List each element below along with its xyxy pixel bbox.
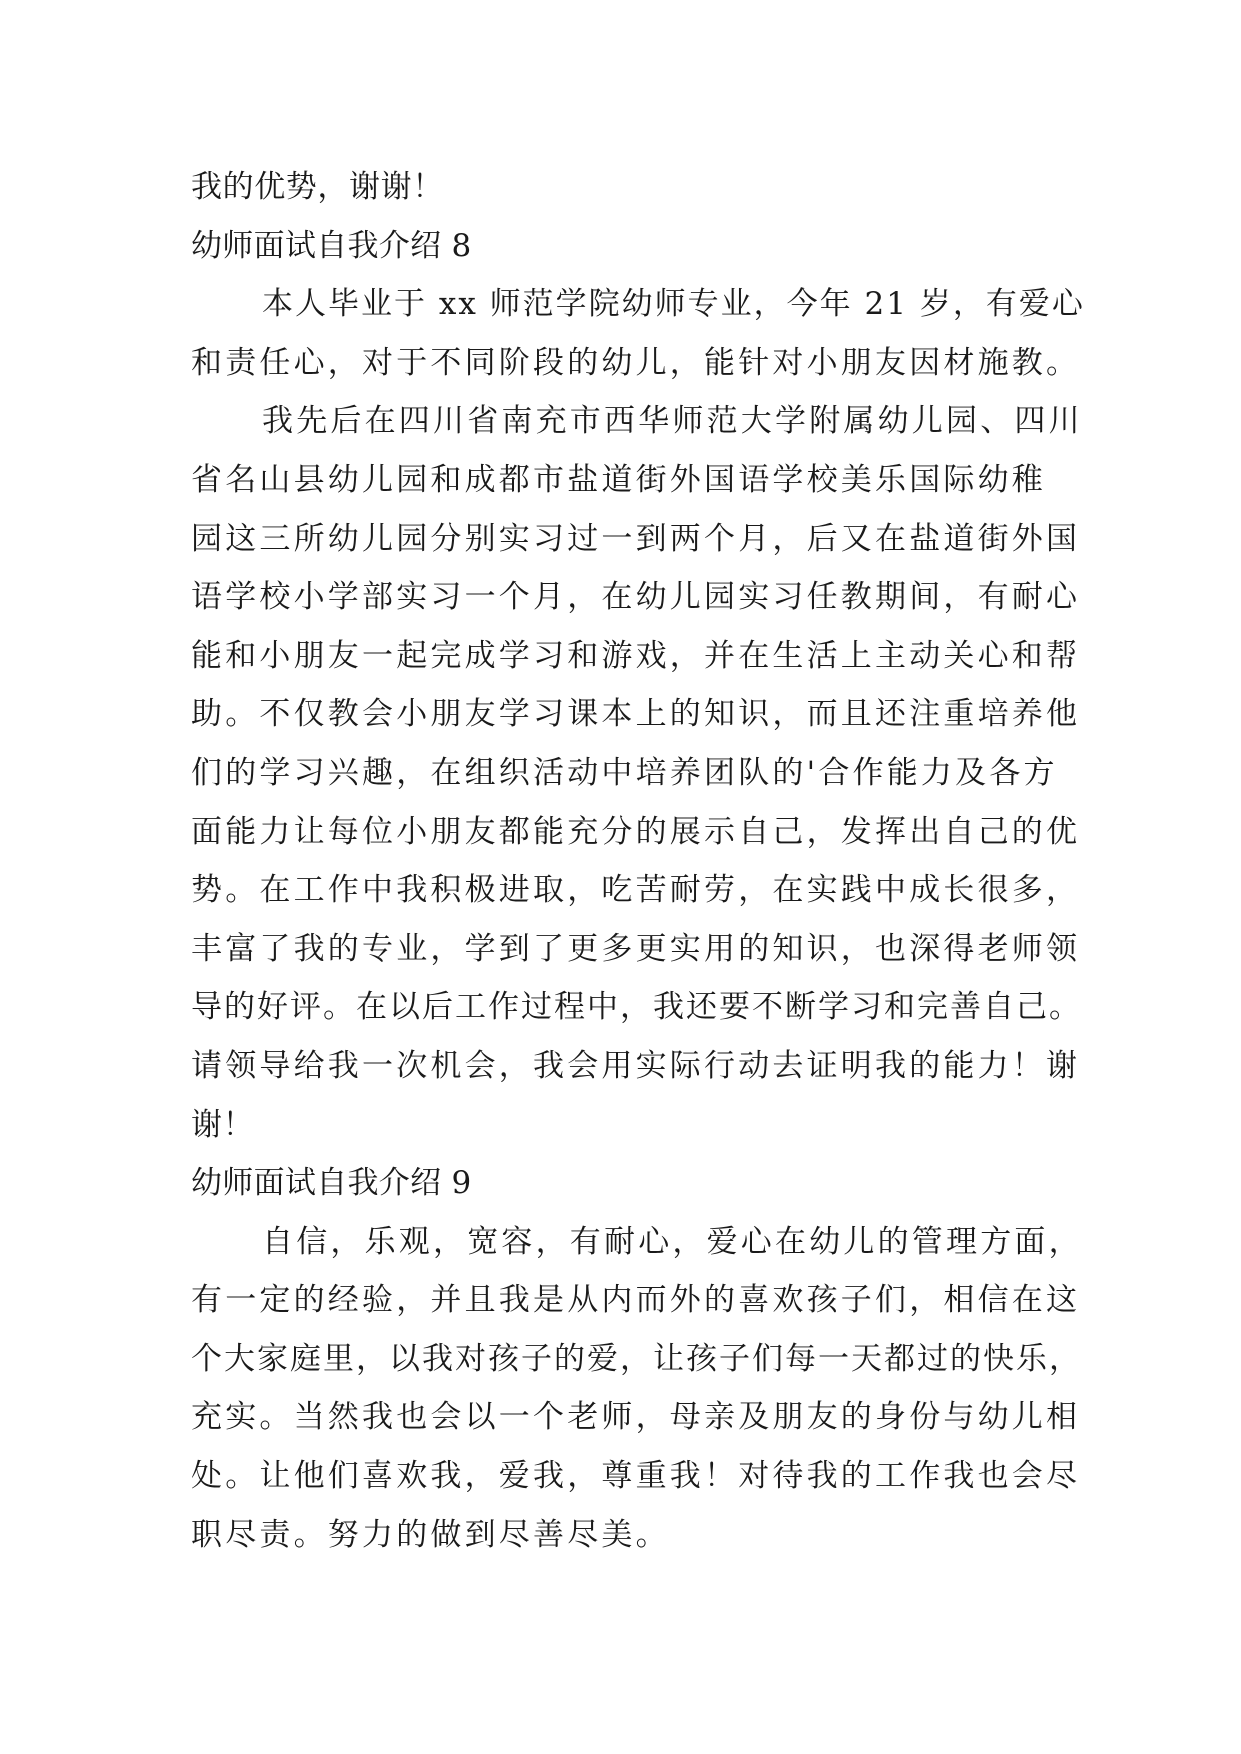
paragraph-line: 请领导给我一次机会，我会用实际行动去证明我的能力！谢 [191, 1047, 1081, 1084]
paragraph-line: 面能力让每位小朋友都能充分的展示自己，发挥出自己的优 [191, 813, 1081, 850]
text-line: 我的优势，谢谢！ [191, 169, 444, 205]
paragraph-line: 丰富了我的专业，学到了更多更实用的知识，也深得老师领 [191, 930, 1081, 967]
paragraph-line: 谢！ [191, 1106, 255, 1143]
section-heading: 幼师面试自我介绍 8 [191, 227, 472, 264]
paragraph-line: 自信，乐观，宽容，有耐心，爱心在幼儿的管理方面， [262, 1223, 1083, 1260]
paragraph-line: 省名山县幼儿园和成都市盐道街外国语学校美乐国际幼稚 [191, 461, 1046, 498]
paragraph-line: 处。让他们喜欢我，爱我，尊重我！对待我的工作我也会尽 [191, 1458, 1081, 1495]
paragraph-line: 势。在工作中我积极进取，吃苦耐劳，在实践中成长很多， [191, 872, 1081, 909]
paragraph-line: 和责任心，对于不同阶段的幼儿，能针对小朋友因材施教。 [191, 344, 1081, 381]
paragraph-line: 本人毕业于 xx 师范学院幼师专业，今年 21 岁，有爱心 [262, 286, 1085, 323]
paragraph-line: 导的好评。在以后工作过程中，我还要不断学习和完善自己。 [191, 989, 1082, 1026]
paragraph-line: 语学校小学部实习一个月，在幼儿园实习任教期间，有耐心 [191, 579, 1081, 616]
section-heading: 幼师面试自我介绍 9 [191, 1165, 472, 1202]
paragraph-line: 充实。当然我也会以一个老师，母亲及朋友的身份与幼儿相 [191, 1399, 1081, 1436]
document-body [191, 158, 1085, 1564]
paragraph-line: 园这三所幼儿园分别实习过一到两个月，后又在盐道街外国 [191, 520, 1081, 557]
paragraph-line: 职尽责。努力的做到尽善尽美。 [191, 1516, 670, 1553]
paragraph-line: 们的学习兴趣，在组织活动中培养团队的'合作能力及各方 [191, 754, 1058, 791]
paragraph-line: 我先后在四川省南充市西华师范大学附属幼儿园、四川 [262, 403, 1083, 440]
paragraph-line: 助。不仅教会小朋友学习课本上的知识，而且还注重培养他 [191, 696, 1081, 733]
paragraph-line: 个大家庭里，以我对孩子的爱，让孩子们每一天都过的快乐， [191, 1340, 1082, 1377]
paragraph-line: 有一定的经验，并且我是从内而外的喜欢孩子们，相信在这 [191, 1282, 1081, 1319]
paragraph-line: 能和小朋友一起完成学习和游戏，并在生活上主动关心和帮 [191, 637, 1081, 674]
